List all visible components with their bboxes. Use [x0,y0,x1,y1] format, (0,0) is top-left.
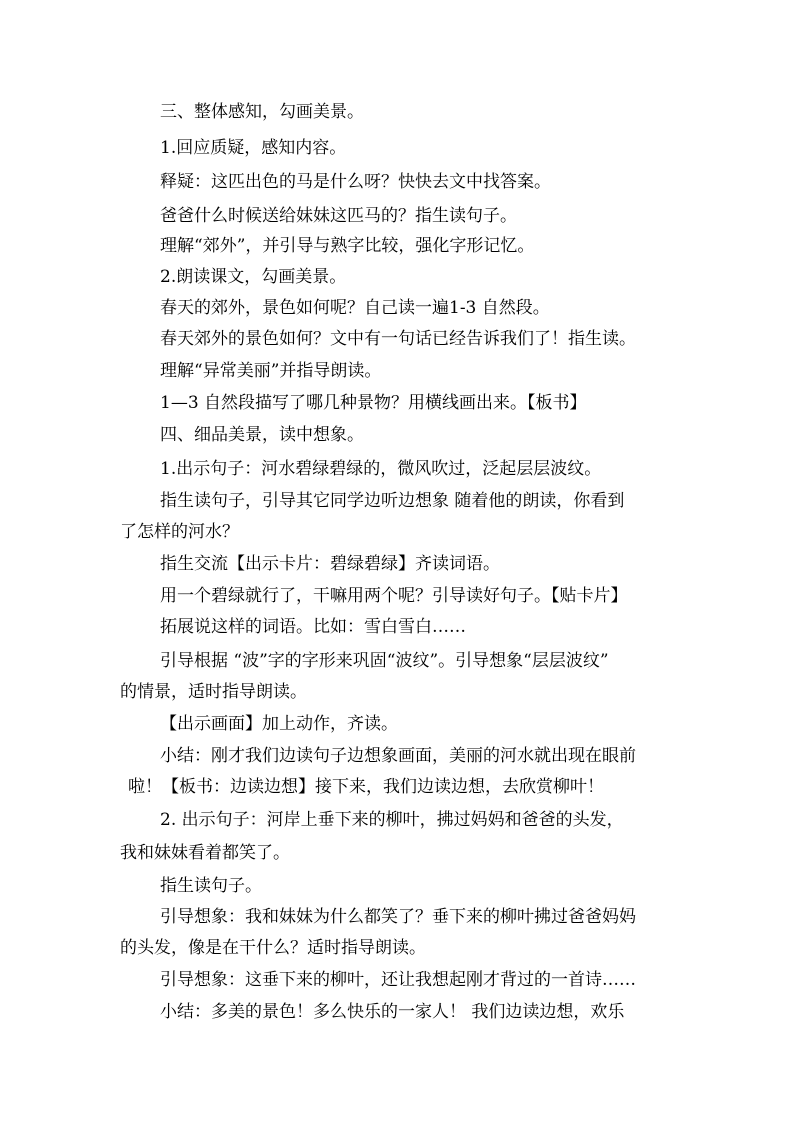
paragraph-line: 小结：多美的景色！多么快乐的一家人！ 我们边读边想，欢乐 [160,1002,625,1022]
paragraph-line: 1.出示句子：河水碧绿碧绿的，微风吹过，泛起层层波纹。 [160,459,602,479]
subheading-2: 2.朗读课文，勾画美景。 [160,267,347,287]
paragraph-line: 春天郊外的景色如何？文中有一句话已经告诉我们了！指生读。 [160,329,636,349]
section-heading-4: 四、细品美景，读中想象。 [160,425,364,445]
subheading-1: 1.回应质疑，感知内容。 [160,138,347,158]
paragraph-line: 春天的郊外，景色如何呢？自己读一遍1-3 自然段。 [160,298,550,318]
paragraph-line: 啦！【板书：边读边想】接下来，我们边读边想，去欣赏柳叶！ [128,777,604,797]
section-heading-3: 三、整体感知，勾画美景。 [160,102,364,122]
paragraph-line: 小结：刚才我们边读句子边想象画面，美丽的河水就出现在眼前 [160,746,636,766]
paragraph-line: 理解“异常美丽”并指导朗读。 [160,361,382,381]
paragraph-line: 2. 出示句子：河岸上垂下来的柳叶，拂过妈妈和爸爸的头发， [160,810,624,830]
paragraph-line: 理解“郊外”，并引导与熟字比较，强化字形记忆。 [160,236,535,256]
paragraph-line: 拓展说这样的词语。比如：雪白雪白…… [160,617,466,637]
paragraph-line: 了怎样的河水？ [120,522,239,542]
paragraph-line: 的头发，像是在干什么？适时指导朗读。 [120,938,426,958]
paragraph-line: 【出示画面】加上动作，齐读。 [160,714,398,734]
paragraph-line: 引导想象：这垂下来的柳叶，还让我想起刚才背过的一首诗…… [160,970,636,990]
paragraph-line: 释疑：这匹出色的马是什么呀？快快去文中找答案。 [160,172,551,192]
paragraph-line: 爸爸什么时候送给妹妹这匹马的？指生读句子。 [160,206,517,226]
paragraph-line: 指生读句子。 [160,876,262,896]
paragraph-line: 引导根据 “波”字的字形来巩固“波纹”。引导想象“层层波纹” [160,651,609,671]
paragraph-line: 引导想象：我和妹妹为什么都笑了？垂下来的柳叶拂过爸爸妈妈 [160,907,636,927]
paragraph-line: 的情景，适时指导朗读。 [120,682,307,702]
paragraph-line: 我和妹妹看着都笑了。 [120,843,290,863]
paragraph-line: 指生交流【出示卡片：碧绿碧绿】齐读词语。 [160,554,500,574]
paragraph-line: 指生读句子，引导其它同学边听边想象 随着他的朗读，你看到 [160,491,625,511]
paragraph-line: 用一个碧绿就行了，干嘛用两个呢？引导读好句子。【贴卡片】 [160,586,628,606]
paragraph-line: 1—3 自然段描写了哪几种景物？用横线画出来。【板书】 [160,393,587,413]
